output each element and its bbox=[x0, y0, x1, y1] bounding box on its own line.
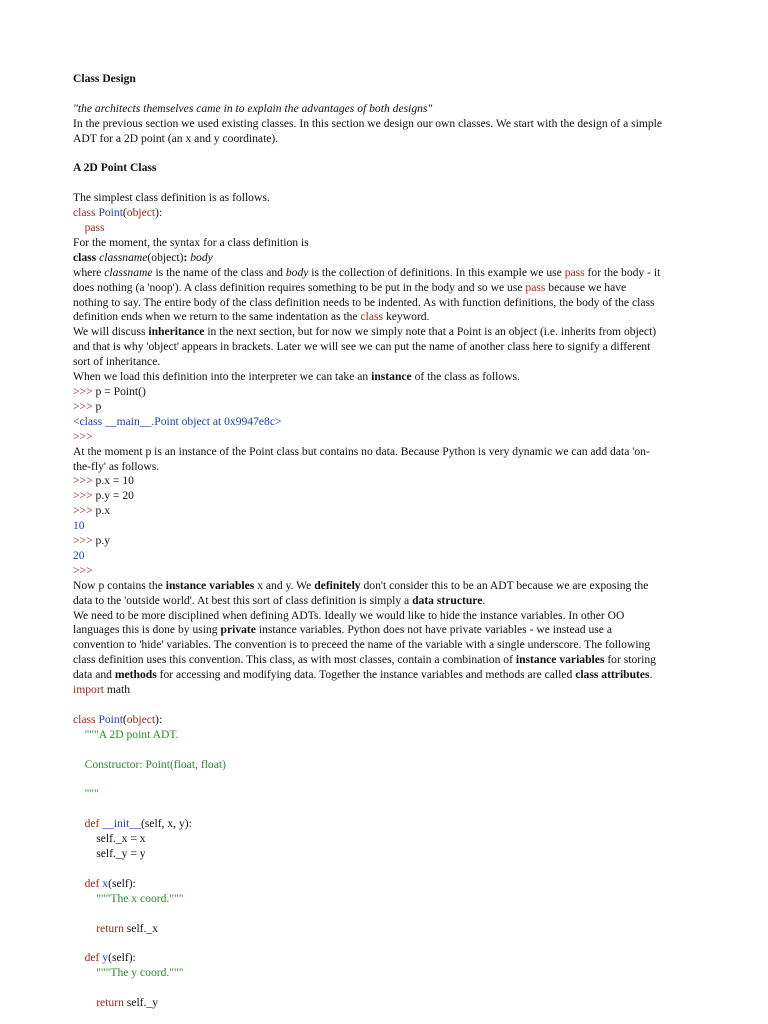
text-run: Constructor: Point(float, float) bbox=[84, 757, 226, 771]
code-line bbox=[73, 310, 739, 325]
text-run: instance variables. Python does not have private variables - we instead use a bbox=[255, 623, 612, 637]
text-run: class bbox=[73, 250, 100, 264]
text-run: for storing bbox=[604, 653, 656, 667]
blank-line bbox=[73, 773, 739, 788]
code-line bbox=[73, 221, 739, 236]
text-run: ( bbox=[122, 712, 127, 726]
text-run: >>> bbox=[73, 474, 96, 488]
code-line bbox=[73, 430, 739, 445]
text-run: where bbox=[73, 265, 105, 279]
text-run: Class Design bbox=[73, 72, 136, 85]
text-run: . bbox=[649, 668, 653, 682]
text-run: languages this is done by using bbox=[73, 623, 221, 637]
blank-line bbox=[73, 936, 739, 951]
text-line bbox=[73, 161, 739, 176]
text-run bbox=[73, 787, 85, 800]
text-run: data and bbox=[73, 668, 115, 682]
text-run: methods bbox=[114, 668, 157, 682]
text-run: private bbox=[220, 623, 256, 637]
text-run: does nothing (a 'noop'). A class definition requires something to be put in the body and so we use bbox=[73, 280, 526, 294]
text-run: for accessing and modifying data. Together the instance variables and methods are called bbox=[156, 668, 576, 682]
text-run: """A 2D point ADT. bbox=[84, 727, 179, 741]
text-run: don't consider this to be an ADT because we are exposing the bbox=[360, 578, 649, 592]
text-run: definitely bbox=[314, 578, 361, 592]
code-line bbox=[73, 504, 739, 519]
blank-line bbox=[73, 802, 739, 817]
text-run: ): bbox=[155, 206, 163, 220]
text-run: def bbox=[84, 951, 103, 965]
text-run bbox=[73, 877, 85, 890]
code-line bbox=[73, 534, 739, 549]
text-run: p.y bbox=[95, 534, 111, 548]
text-line bbox=[73, 296, 739, 311]
text-run: sort of inheritance. bbox=[73, 355, 161, 369]
text-line bbox=[73, 668, 739, 683]
text-run: is the collection of definitions. In this example we use bbox=[308, 265, 565, 279]
text-run: p = Point() bbox=[95, 384, 146, 398]
text-run: def bbox=[84, 817, 103, 831]
text-run: In the previous section we used existing classes. In this section we design our own classes. We start with the design of a simple bbox=[73, 116, 663, 130]
text-run: class bbox=[73, 712, 99, 726]
text-run: class attributes bbox=[575, 668, 650, 682]
text-run: (object) bbox=[147, 250, 184, 264]
text-run: p bbox=[95, 399, 102, 413]
code-line bbox=[73, 281, 739, 296]
text-line bbox=[73, 236, 739, 251]
text-run: keyword. bbox=[383, 310, 430, 324]
blank-line bbox=[73, 698, 739, 713]
text-run: ( bbox=[122, 206, 127, 220]
code-line bbox=[73, 817, 739, 832]
text-run: Point bbox=[98, 712, 123, 726]
text-run: data structure bbox=[412, 593, 483, 607]
code-line bbox=[73, 877, 739, 892]
code-line bbox=[73, 922, 739, 937]
text-run: of the class as follows. bbox=[411, 370, 520, 384]
text-run: >>> bbox=[73, 563, 93, 577]
code-line bbox=[73, 266, 739, 281]
text-line bbox=[73, 251, 739, 266]
code-line bbox=[73, 564, 739, 579]
text-run: instance bbox=[371, 370, 412, 384]
text-run: in the next section, but for now we simply note that a Point is an object (i.e. inherits from object) bbox=[204, 325, 657, 339]
text-run: "the architects themselves came in to explain the advantages of both designs" bbox=[73, 101, 433, 115]
text-run: classname bbox=[104, 265, 153, 279]
blank-line bbox=[73, 907, 739, 922]
text-run: body bbox=[285, 265, 309, 279]
text-run: self._x = x bbox=[73, 832, 146, 846]
text-run: We need to be more disciplined when defining ADTs. Ideally we would like to hide the instance variables. In other OO bbox=[73, 608, 625, 622]
blank-line bbox=[73, 87, 739, 102]
text-run: (self): bbox=[108, 951, 136, 965]
text-run: x bbox=[102, 876, 109, 890]
text-run: class bbox=[360, 310, 384, 324]
text-run: body bbox=[190, 250, 213, 264]
text-line bbox=[73, 847, 739, 862]
blank-line bbox=[73, 743, 739, 758]
code-line bbox=[73, 713, 739, 728]
text-run: return bbox=[96, 921, 127, 935]
text-run: >>> bbox=[73, 429, 93, 443]
text-line bbox=[73, 832, 739, 847]
text-line bbox=[73, 460, 739, 475]
document-page bbox=[73, 72, 739, 1011]
text-run: ADT for a 2D point (an x and y coordinate). bbox=[73, 131, 279, 145]
blank-line bbox=[73, 862, 739, 877]
text-run: definition ends when we return to the same indentation as the bbox=[73, 310, 361, 324]
code-line bbox=[73, 966, 739, 981]
text-line bbox=[73, 191, 739, 206]
text-run: p.y = 20 bbox=[95, 489, 134, 503]
code-line bbox=[73, 400, 739, 415]
text-run: >>> bbox=[73, 504, 96, 518]
text-run: is the name of the class and bbox=[152, 265, 286, 279]
text-run: <class __main__.Point object at 0x9947e8c> bbox=[73, 414, 282, 428]
text-run: y bbox=[102, 951, 109, 965]
text-run: classname bbox=[99, 250, 148, 264]
blank-line bbox=[73, 147, 739, 162]
text-run: data to the 'outside world'. At best this sort of class definition is simply a bbox=[73, 593, 413, 607]
code-line bbox=[73, 787, 739, 802]
text-run: : bbox=[183, 250, 191, 264]
text-run bbox=[73, 758, 85, 771]
text-run: def bbox=[84, 876, 103, 890]
code-line bbox=[73, 489, 739, 504]
text-run: because we have bbox=[545, 280, 627, 294]
text-run: >>> bbox=[73, 489, 96, 503]
text-line bbox=[73, 117, 739, 132]
code-line bbox=[73, 683, 739, 698]
text-line bbox=[73, 609, 739, 624]
text-run: >>> bbox=[73, 534, 96, 548]
code-line bbox=[73, 385, 739, 400]
text-run: self._y bbox=[126, 996, 159, 1010]
text-run: When we load this definition into the interpreter we can take an bbox=[73, 370, 372, 384]
code-line bbox=[73, 474, 739, 489]
text-line bbox=[73, 579, 739, 594]
text-run: convention to 'hide' variables. The convention is to preceed the name of the variable with a single underscore. The following bbox=[73, 638, 651, 652]
text-line bbox=[73, 340, 739, 355]
text-run: pass bbox=[564, 265, 585, 279]
code-line bbox=[73, 206, 739, 221]
text-run: __init__ bbox=[102, 817, 141, 831]
code-line bbox=[73, 549, 739, 564]
text-run bbox=[73, 221, 85, 234]
text-run: >>> bbox=[73, 399, 96, 413]
text-run: import bbox=[73, 683, 107, 697]
text-line bbox=[73, 132, 739, 147]
text-line bbox=[73, 72, 739, 87]
blank-line bbox=[73, 981, 739, 996]
text-run: x and y. We bbox=[254, 578, 315, 592]
text-run: 20 bbox=[73, 548, 85, 562]
text-run bbox=[73, 817, 85, 830]
text-run: return bbox=[96, 996, 127, 1010]
text-run: We will discuss bbox=[73, 325, 149, 339]
blank-line bbox=[73, 176, 739, 191]
text-run bbox=[73, 951, 85, 964]
text-run: instance variables bbox=[165, 578, 255, 592]
text-line bbox=[73, 325, 739, 340]
text-run: For the moment, the syntax for a class definition is bbox=[73, 235, 309, 249]
text-run: inheritance bbox=[148, 325, 205, 339]
text-run: 10 bbox=[73, 519, 85, 533]
text-run: object bbox=[126, 206, 156, 220]
text-run bbox=[73, 922, 96, 935]
text-run bbox=[73, 996, 96, 1009]
text-run: (self, x, y): bbox=[140, 817, 192, 831]
text-run: >>> bbox=[73, 384, 96, 398]
text-line bbox=[73, 445, 739, 460]
text-run: Now p contains the bbox=[73, 578, 166, 592]
text-run: At the moment p is an instance of the Point class but contains no data. Because Python is very dynamic we can add data 'on- bbox=[73, 444, 650, 458]
text-run: instance variables bbox=[515, 653, 605, 667]
text-run: object bbox=[126, 712, 156, 726]
text-run: the-fly' as follows. bbox=[73, 459, 160, 473]
text-run bbox=[73, 892, 96, 905]
text-line bbox=[73, 623, 739, 638]
text-run: pass bbox=[84, 221, 105, 235]
text-run: and that is why 'object' appears in brackets. Later we will see we can put the name of another class here to signify a different bbox=[73, 340, 651, 354]
text-run: """The y coord.""" bbox=[96, 966, 184, 980]
text-run bbox=[73, 728, 85, 741]
text-run: ): bbox=[155, 712, 163, 726]
text-run: p.x bbox=[95, 504, 111, 518]
text-line bbox=[73, 594, 739, 609]
text-run: The simplest class definition is as follows. bbox=[73, 191, 270, 205]
text-run: pass bbox=[525, 280, 546, 294]
text-run: self._x bbox=[126, 921, 159, 935]
code-line bbox=[73, 951, 739, 966]
code-line bbox=[73, 892, 739, 907]
code-line bbox=[73, 758, 739, 773]
text-run: A 2D Point Class bbox=[73, 161, 157, 175]
text-line bbox=[73, 653, 739, 668]
text-run: for the body - it bbox=[584, 265, 661, 279]
text-line bbox=[73, 370, 739, 385]
text-line bbox=[73, 102, 739, 117]
text-run: """The x coord.""" bbox=[96, 891, 184, 905]
text-run: nothing to say. The entire body of the class definition needs to be indented. As with function definitions, the body of the class bbox=[73, 295, 655, 309]
text-line bbox=[73, 638, 739, 653]
text-run: (self): bbox=[108, 876, 136, 890]
code-line bbox=[73, 996, 739, 1011]
text-run: self._y = y bbox=[73, 847, 146, 861]
code-line bbox=[73, 415, 739, 430]
text-line bbox=[73, 355, 739, 370]
text-run bbox=[73, 966, 96, 979]
text-run: """ bbox=[84, 787, 99, 801]
text-run: math bbox=[106, 683, 131, 697]
text-run: Point bbox=[98, 206, 123, 220]
code-line bbox=[73, 519, 739, 534]
text-run: class definition uses this convention. This class, as with most classes, contain a combination of bbox=[73, 653, 516, 667]
text-run: class bbox=[73, 206, 99, 220]
code-line bbox=[73, 728, 739, 743]
text-run: p.x = 10 bbox=[95, 474, 134, 488]
text-run: . bbox=[482, 593, 486, 607]
